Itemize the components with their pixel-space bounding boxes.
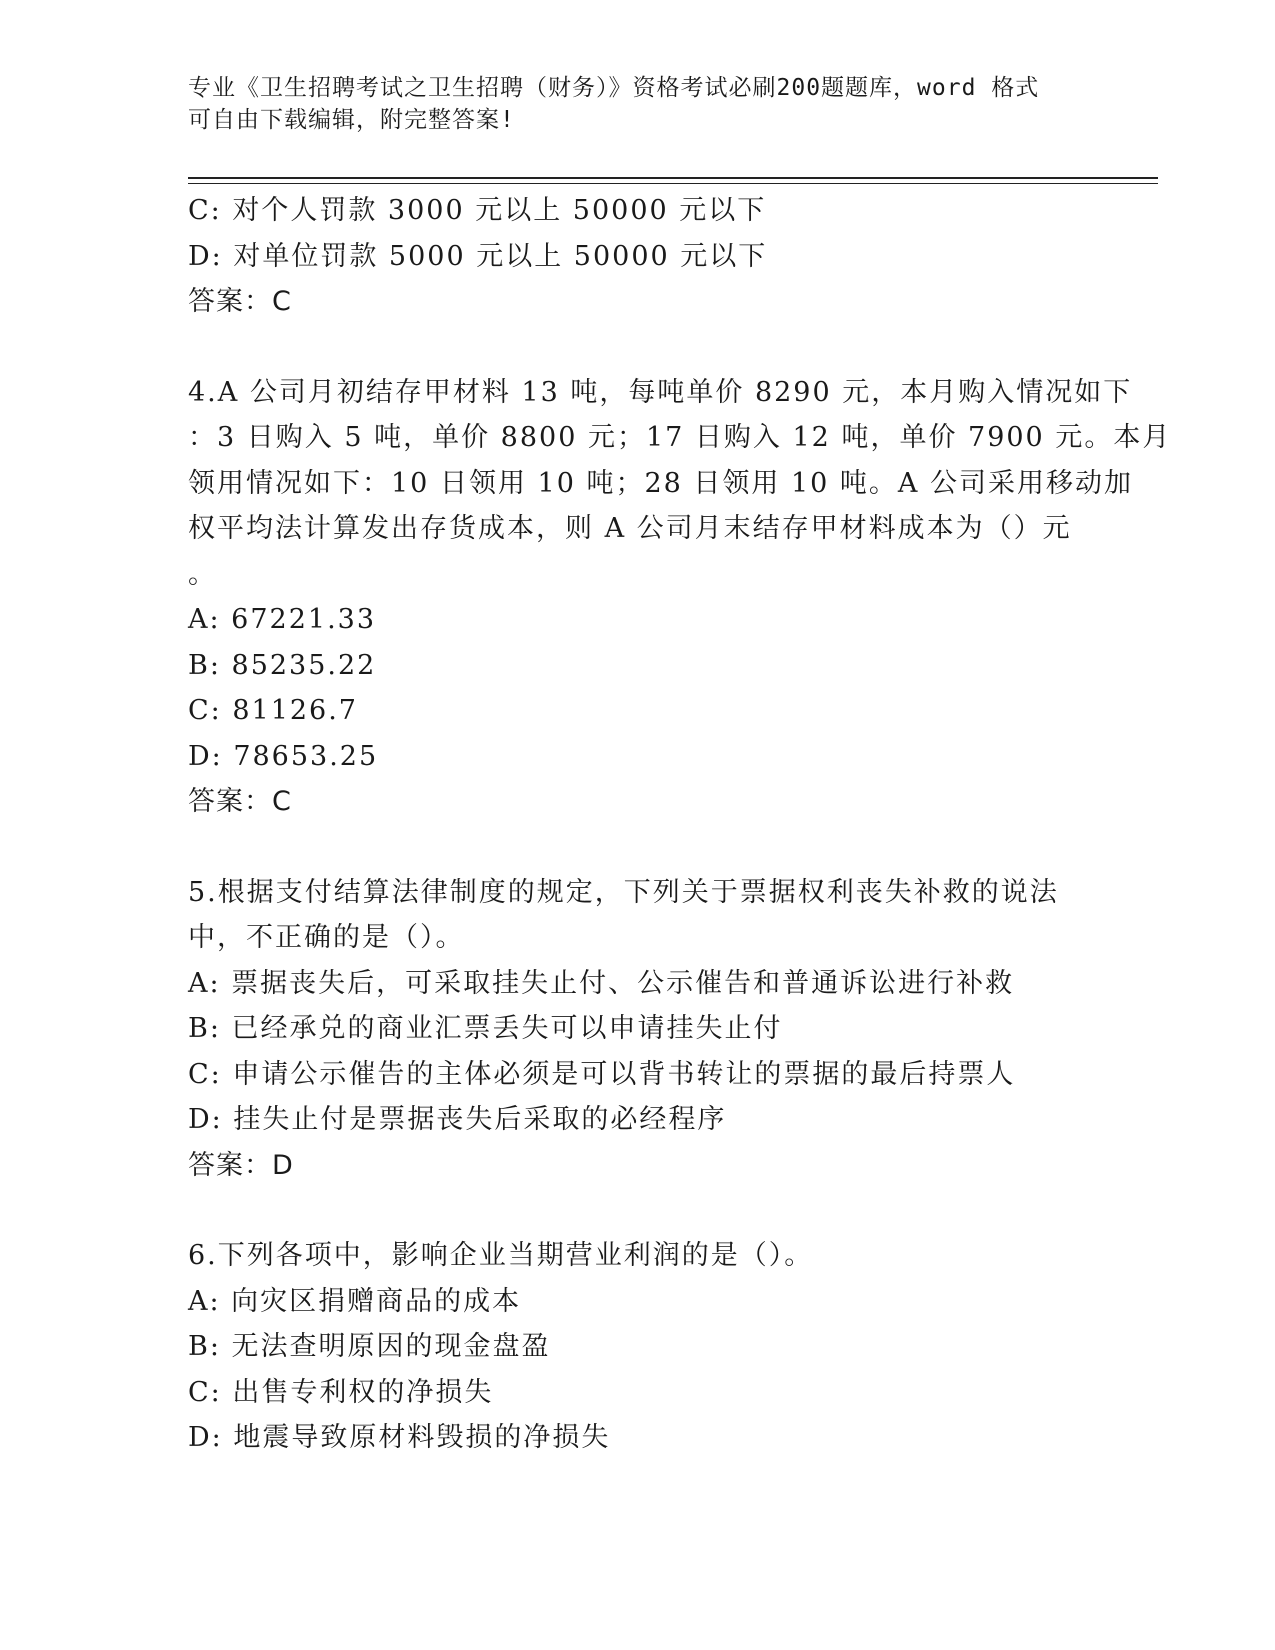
q4-stem-line-5: 。	[188, 558, 217, 590]
q4-stem-line-4: 权平均法计算发出存货成本，则 A 公司月末结存甲材料成本为（）元	[188, 513, 1072, 544]
q4-answer: 答案：C	[188, 786, 292, 817]
q3-answer: 答案：C	[188, 286, 292, 317]
q5-answer: 答案：D	[188, 1149, 294, 1181]
q6-option-b: B: 无法查明原因的现金盘盈	[188, 1331, 551, 1362]
q4-stem-line-1: 4.A 公司月初结存甲材料 13 吨，每吨单价 8290 元，本月购入情况如下	[188, 376, 1133, 408]
q6-option-c: C: 出售专利权的净损失	[188, 1376, 494, 1408]
header-title-line-1: 专业《卫生招聘考试之卫生招聘（财务）》资格考试必刷200题题库，word 格式	[188, 75, 1040, 101]
q5-option-c: C: 申请公示催告的主体必须是可以背书转让的票据的最后持票人	[188, 1058, 1016, 1090]
spacer	[188, 325, 1088, 370]
q5-option-d: D: 挂失止付是票据丧失后采取的必经程序	[188, 1104, 727, 1135]
q4-option-a: A: 67221.33	[188, 604, 377, 635]
q5-option-b: B: 已经承兑的商业汇票丢失可以申请挂失止付	[188, 1013, 783, 1044]
document-header	[188, 72, 1068, 136]
q6-stem-line-1: 6.下列各项中，影响企业当期营业利润的是（）。	[188, 1240, 814, 1271]
question-4	[188, 370, 1172, 825]
header-title-line-2: 可自由下载编辑，附完整答案!	[188, 107, 515, 133]
q3-option-c: C: 对个人罚款 3000 元以上 50000 元以下	[188, 195, 767, 226]
q5-stem-line-2: 中，不正确的是（）。	[188, 922, 465, 953]
q5-option-a: A: 票据丧失后，可采取挂失止付、公示催告和普通诉讼进行补救	[188, 967, 1015, 999]
spacer	[188, 1188, 1088, 1233]
spacer	[188, 825, 1088, 870]
q3-option-d: D: 对单位罚款 5000 元以上 50000 元以下	[188, 240, 768, 272]
question-5	[188, 870, 1088, 1189]
question-content	[188, 188, 1172, 1461]
question-6	[188, 1233, 1088, 1461]
q4-stem-line-2: ：3 日购入 5 吨，单价 8800 元；17 日购入 12 吨，单价 7900 元。本月	[188, 422, 1172, 453]
header-divider-thick	[188, 177, 1158, 179]
q4-stem-line-3: 领用情况如下：10 日领用 10 吨；28 日领用 10 吨。A 公司采用移动加	[188, 467, 1134, 499]
q4-option-d: D: 78653.25	[188, 740, 379, 772]
q5-stem-line-1: 5.根据支付结算法律制度的规定，下列关于票据权利丧失补救的说法	[188, 876, 1059, 908]
q4-option-c: C: 81126.7	[188, 695, 358, 726]
q6-option-a: A: 向灾区捐赠商品的成本	[188, 1285, 522, 1317]
q4-option-b: B: 85235.22	[188, 649, 377, 681]
question-3-tail	[188, 188, 1088, 325]
q6-option-d: D: 地震导致原材料毁损的净损失	[188, 1422, 611, 1453]
header-divider-thin	[188, 183, 1158, 184]
